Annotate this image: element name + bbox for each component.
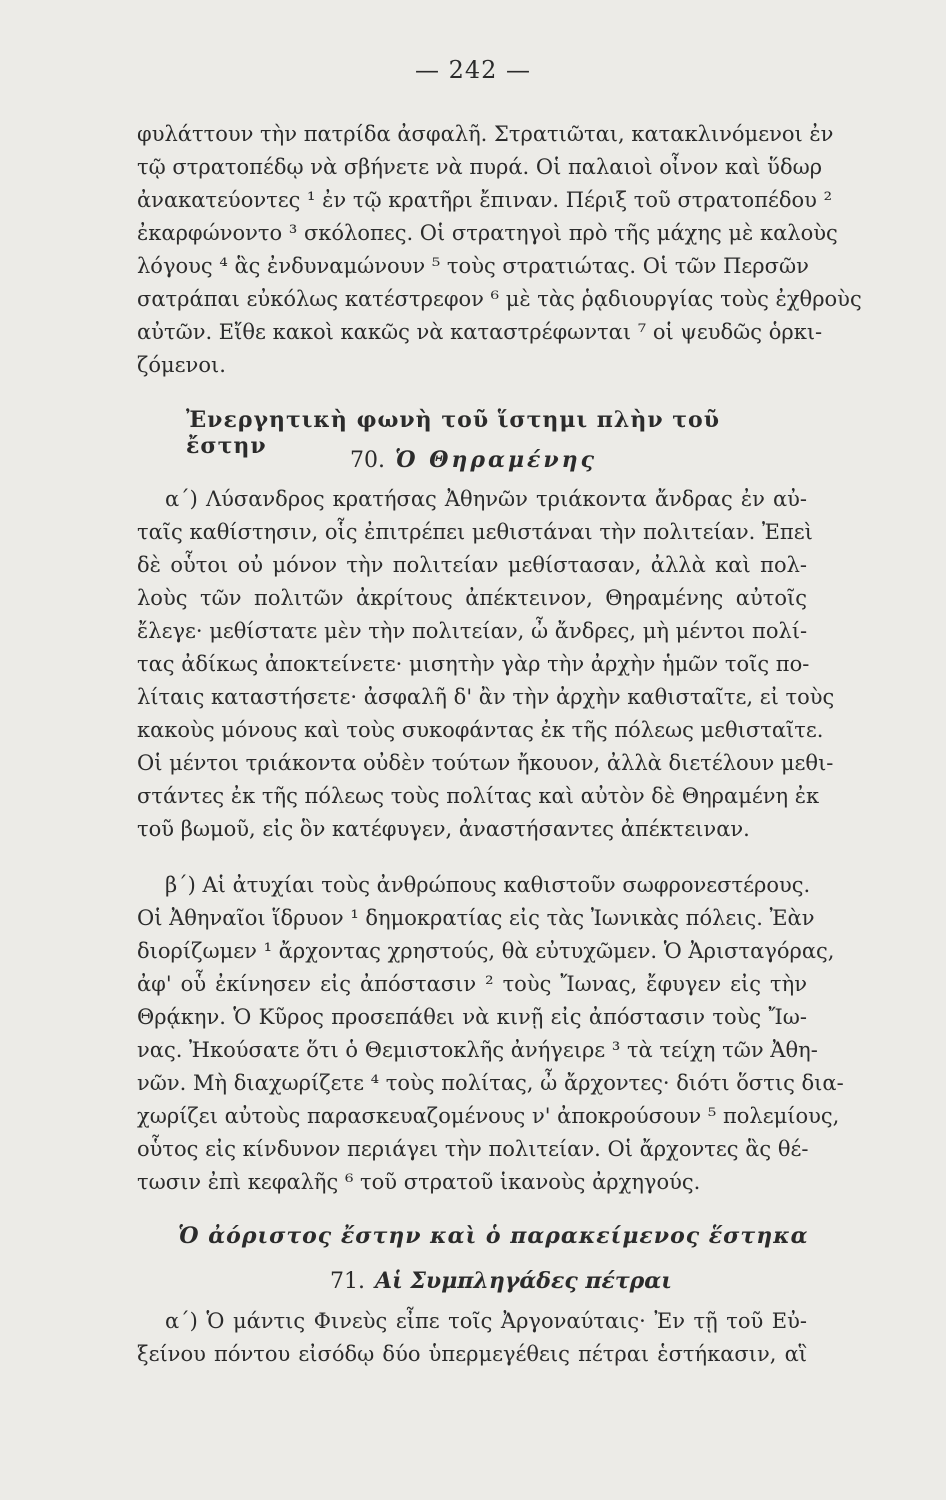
text-line: Θρᾴκην. Ὁ Κῦρος προσεπάθει νὰ κινῇ εἰς ἀπόστασιν τοὺς Ἴω- [137, 1005, 807, 1029]
page-number: — 242 — [414, 56, 532, 84]
lesson-title [330, 1268, 672, 1294]
text-line: νας. Ἠκούσατε ὅτι ὁ Θεμιστοκλῆς ἀνήγειρε ³ τὰ τείχη τῶν Ἀθη- [137, 1038, 818, 1062]
text-line: τας ἀδίκως ἀποκτείνετε· μισητὴν γὰρ τὴν ἀρχὴν ἡμῶν τοῖς πο- [137, 652, 810, 676]
text-line: αὐτῶν. Εἴθε κακοὶ κακῶς νὰ καταστρέφωνται ⁷ οἱ ψευδῶς ὁρκι- [137, 320, 823, 344]
text-line: λόγους ⁴ ἃς ἐνδυναμώνουν ⁵ τοὺς στρατιώτας. Οἱ τῶν Περσῶν [137, 254, 809, 278]
text-line: ἀφ' οὗ ἐκίνησεν εἰς ἀπόστασιν ² τοὺς Ἴωνας, ἔφυγεν εἰς τὴν [137, 972, 807, 996]
section-heading: Ὁ ἀόριστος ἔστην καὶ ὁ παρακείμενος ἕστηκα [178, 1223, 809, 1249]
text-line: ἔλεγε· μεθίστατε μὲν τὴν πολιτείαν, ὦ ἄνδρες, μὴ μέντοι πολί- [137, 619, 808, 643]
text-line: ἀνακατεύοντες ¹ ἐν τῷ κρατῆρι ἔπιναν. Πέριξ τοῦ στρατοπέδου ² [137, 188, 833, 212]
text-line: ζόμενοι. [137, 353, 226, 377]
text-line: α΄) Ὁ μάντις Φινεὺς εἶπε τοῖς Ἀργοναύταις· Ἐν τῇ τοῦ Εὐ- [165, 1309, 807, 1333]
text-line: χωρίζει αὐτοὺς παρασκευαζομένους ν' ἀποκρούσουν ⁵ πολεμίους, [137, 1104, 840, 1128]
text-line: τοῦ βωμοῦ, εἰς ὃν κατέφυγεν, ἀναστήσαντες ἀπέκτειναν. [137, 817, 750, 841]
text-line: ξείνου πόντου εἰσόδῳ δύο ὑπερμεγέθεις πέτραι ἑστήκασιν, αἳ [137, 1342, 807, 1366]
text-line: διορίζωμεν ¹ ἄρχοντας χρηστούς, θὰ εὐτυχῶμεν. Ὁ Ἀρισταγόρας, [137, 939, 835, 963]
text-line: σατράπαι εὐκόλως κατέστρεφον ⁶ μὲ τὰς ῥᾳδιουργίας τοὺς ἐχθροὺς [137, 287, 862, 311]
text-line: λοὺς τῶν πολιτῶν ἀκρίτους ἀπέκτεινον, Θηραμένης αὐτοῖς [137, 586, 807, 610]
text-line: Οἱ μέντοι τριάκοντα οὐδὲν τούτων ἤκουον, ἀλλὰ διετέλουν μεθι- [137, 751, 834, 775]
text-line: β΄) Αἱ ἀτυχίαι τοὺς ἀνθρώπους καθιστοῦν σωφρονεστέρους. [165, 873, 811, 897]
text-line: ἐκαρφώνοντο ³ σκόλοπες. Οἱ στρατηγοὶ πρὸ τῆς μάχης μὲ καλοὺς [137, 221, 838, 245]
text-line: δὲ οὗτοι οὐ μόνον τὴν πολιτείαν μεθίστασαν, ἀλλὰ καὶ πολ- [137, 553, 807, 577]
text-line: λίταις καταστήσετε· ἀσφαλῆ δ' ἂν τὴν ἀρχὴν καθισταῖτε, εἰ τοὺς [137, 685, 835, 709]
text-line: οὗτος εἰς κίνδυνον περιάγει τὴν πολιτείαν. Οἱ ἄρχοντες ἃς θέ- [137, 1137, 809, 1161]
text-line: νῶν. Μὴ διαχωρίζετε ⁴ τοὺς πολίτας, ὦ ἄρχοντες· διότι ὅστις δια- [137, 1071, 844, 1095]
paragraph-1 [137, 118, 862, 382]
text-line: στάντες ἐκ τῆς πόλεως τοὺς πολίτας καὶ αὐτὸν δὲ Θηραμένη ἐκ [137, 784, 820, 808]
section-heading: Ἐνεργητικὴ φωνὴ τοῦ ἵστημι πλὴν τοῦ ἔστην [186, 407, 720, 459]
lesson-number: 70. [350, 448, 385, 473]
text-line: α΄) Λύσανδρος κρατήσας Ἀθηνῶν τριάκοντα ἄνδρας ἐν αὐ- [165, 487, 807, 511]
text-line: Οἱ Ἀθηναῖοι ἵδρυον ¹ δημοκρατίας εἰς τὰς Ἰωνικὰς πόλεις. Ἐὰν [137, 906, 815, 930]
lesson-name: Ὁ Θηραμένης [395, 447, 598, 473]
paragraph-4 [137, 1305, 807, 1371]
text-line: τωσιν ἐπὶ κεφαλῆς ⁶ τοῦ στρατοῦ ἱκανοὺς ἀρχηγούς. [137, 1170, 701, 1194]
paragraph-3 [137, 869, 844, 1199]
text-line: τῷ στρατοπέδῳ νὰ σβήνετε νὰ πυρά. Οἱ παλαιοὶ οἶνον καὶ ὕδωρ [137, 155, 823, 179]
paragraph-2 [137, 483, 835, 846]
lesson-title [350, 447, 597, 473]
text-line: κακοὺς μόνους καὶ τοὺς συκοφάντας ἐκ τῆς πόλεως μεθισταῖτε. [137, 718, 824, 742]
lesson-name: Αἱ Συμπληγάδες πέτραι [375, 1268, 672, 1294]
text-line: ταῖς καθίστησιν, οἷς ἐπιτρέπει μεθιστάναι τὴν πολιτείαν. Ἐπεὶ [137, 520, 813, 544]
text-line: φυλάττουν τὴν πατρίδα ἀσφαλῆ. Στρατιῶται, κατακλινόμενοι ἐν [137, 122, 834, 146]
lesson-number: 71. [330, 1269, 365, 1294]
